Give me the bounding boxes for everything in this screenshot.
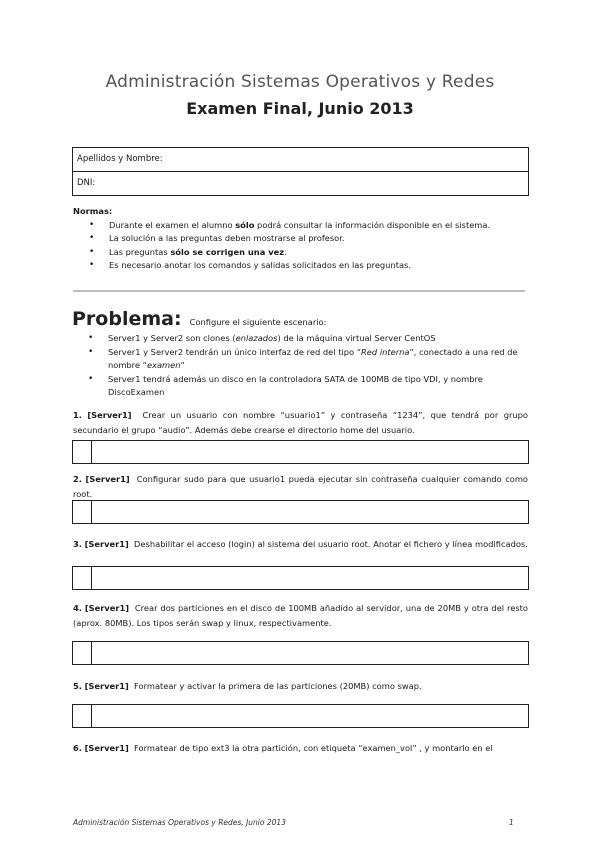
- student-info-box: [72, 147, 529, 196]
- question-2: 2. [Server1] Configurar sudo para que usuario1 pueda ejecutar sin contraseña cualquier comando como root.: [73, 474, 529, 499]
- problem-title: Problema:: [72, 308, 182, 330]
- rules-section: [73, 205, 533, 273]
- name-label: Apellidos y Nombre:: [77, 154, 163, 164]
- question-5: 5. [Server1] Formatear y activar la primera de las particiones (20MB) como swap.: [73, 681, 422, 691]
- scenario-item: • Server1 y Server2 tendrán un único interfaz de red del tipo “Red interna”, conectado a una red de nombre “examen”: [72, 346, 532, 373]
- rule-item: • La solución a las preguntas deben mostrarse al profesor.: [73, 232, 533, 246]
- question-4: 4. [Server1] Crear dos particiones en el disco de 100MB añadido al servidor, una de 20MB y otra del resto (aprox. 80MB). Los tipos serán swap y linux, respectivamente.: [73, 603, 529, 628]
- answer-box-2[interactable]: [72, 500, 529, 524]
- problem-intro: Configure el siguiente escenario:: [189, 317, 327, 327]
- course-title: Administración Sistemas Operativos y Redes: [105, 72, 495, 92]
- scenario-list: [72, 332, 532, 400]
- rule-item: • Es necesario anotar los comandos y salidas solicitados en las preguntas.: [73, 259, 533, 273]
- answer-box-1[interactable]: [72, 440, 529, 464]
- problem-section: [72, 308, 532, 400]
- answer-box-5[interactable]: [72, 704, 529, 728]
- answer-box-4[interactable]: [72, 641, 529, 665]
- answer-box-3[interactable]: [72, 566, 529, 590]
- rule-item: • Durante el examen el alumno sólo podrá consultar la información disponible en el sistema.: [73, 219, 533, 233]
- scenario-item: • Server1 tendrá además un disco en la controladora SATA de 100MB de tipo VDI, y nombre DiscoExamen: [72, 373, 532, 400]
- section-divider: [73, 290, 525, 292]
- rules-list: [73, 219, 533, 273]
- question-6: 6. [Server1] Formatear de tipo ext3 la otra partición, con etiqueta “examen_vol” , y montarlo en el: [73, 743, 493, 753]
- exam-title: Examen Final, Junio 2013: [186, 99, 414, 118]
- dni-field[interactable]: [73, 171, 528, 195]
- dni-label: DNI:: [77, 178, 96, 188]
- rules-heading: Normas:: [73, 206, 113, 216]
- question-3: 3. [Server1] Deshabilitar el acceso (login) al sistema del usuario root. Anotar el fichero y línea modificados.: [73, 539, 528, 549]
- scenario-item: • Server1 y Server2 son clones (enlazados) de la máquina virtual Server CentOS: [72, 332, 532, 346]
- page-number: 1: [509, 818, 514, 827]
- question-1: 1. [Server1] Crear un usuario con nombre “usuario1” y contraseña “1234”, que tendrá por grupo secundario el grupo “audio”. Además debe crearse el directorio home del usuario.: [73, 410, 528, 435]
- page-footer: Administración Sistemas Operativos y Redes, Junio 2013: [73, 818, 286, 827]
- name-field[interactable]: [73, 148, 528, 171]
- rule-item: • Las preguntas sólo se corrigen una vez.: [73, 246, 533, 260]
